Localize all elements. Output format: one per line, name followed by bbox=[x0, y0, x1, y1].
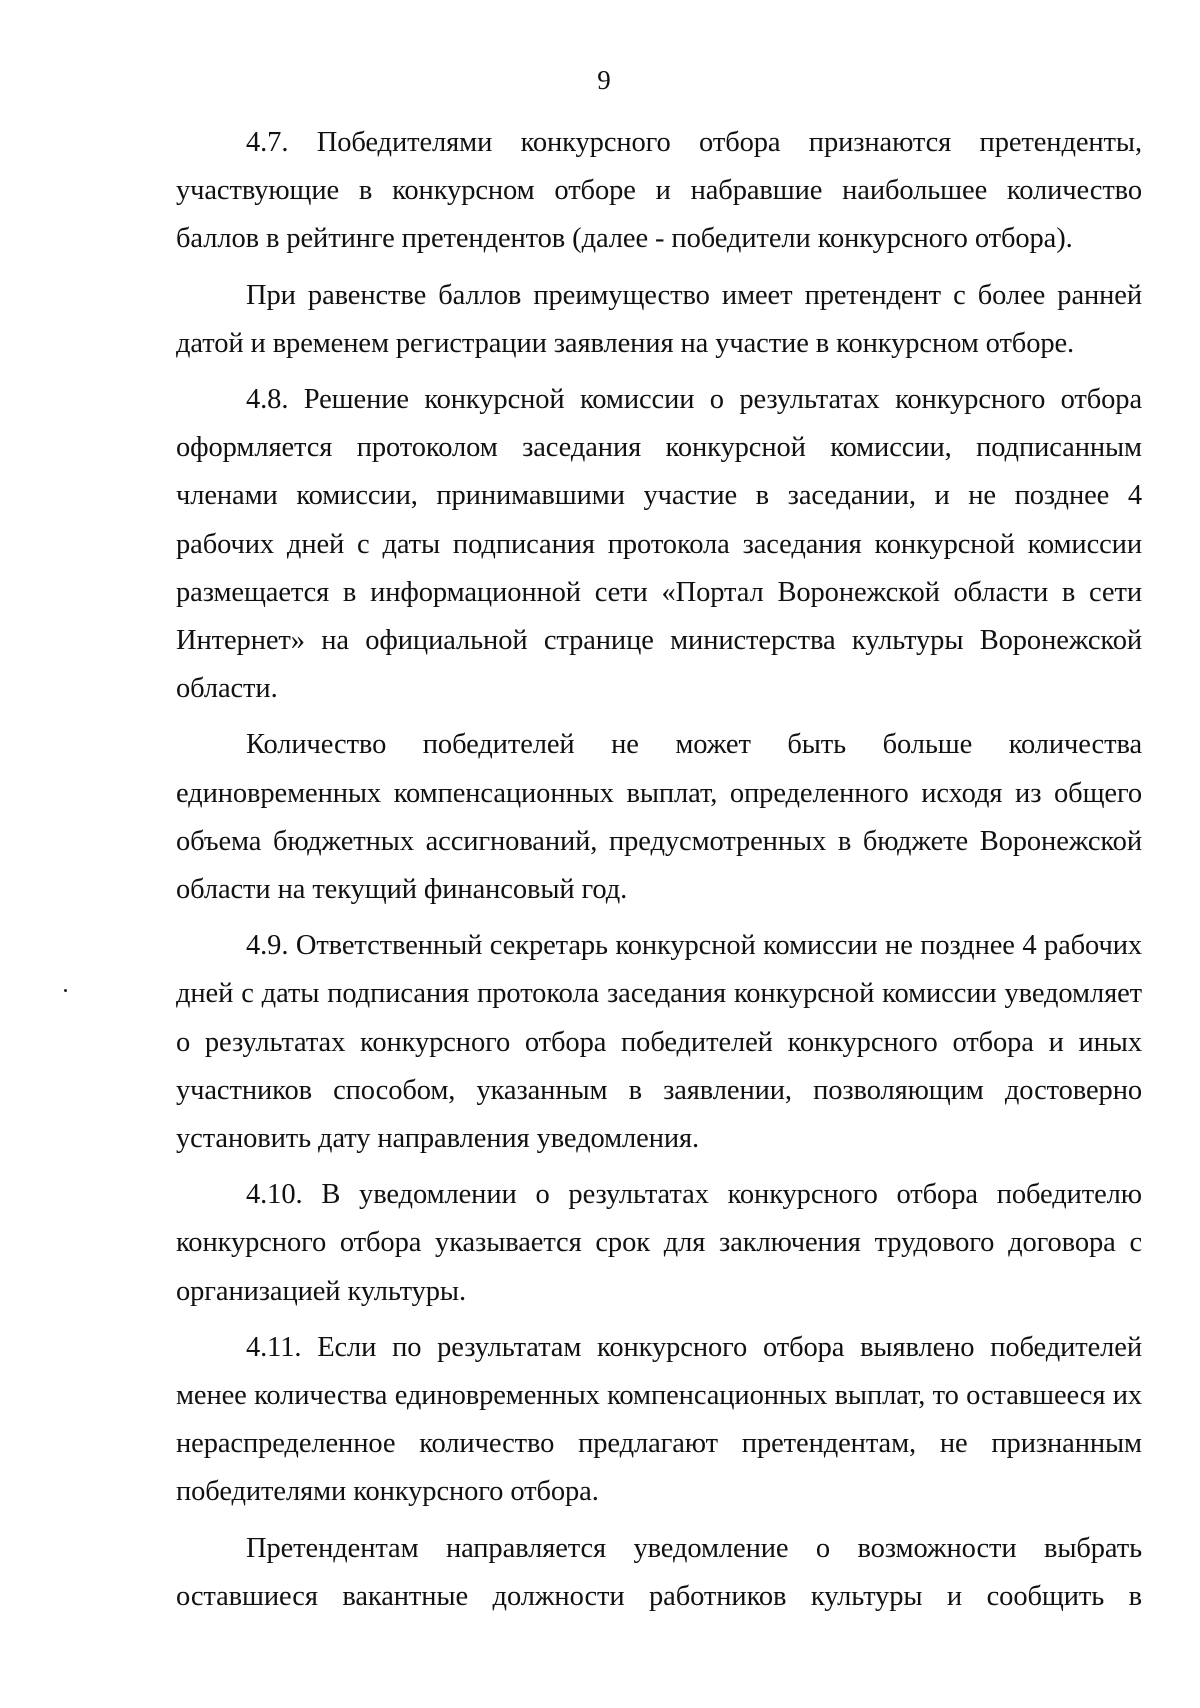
paragraph-4-11: 4.11. Если по результатам конкурсного отбора выявлено победителей менее количества единовременных компенсационных выплат, то оставшееся их нераспределенное количество предлагают претендентам, не признанным победителями конкурсного отбора. bbox=[176, 1331, 1142, 1508]
paragraph-applicants-notice: Претендентам направляется уведомление о возможности выбрать оставшиеся вакантные должности работников культуры и сообщить в bbox=[176, 1532, 1142, 1612]
paragraph-winners-count: Количество победителей не может быть больше количества единовременных компенсационных выплат, определенного исходя из общего объема бюджетных ассигнований, предусмотренных в бюджете Воронежской области на текущий финансовый год. bbox=[176, 729, 1142, 906]
scan-speck bbox=[64, 989, 67, 992]
paragraph-4-7: 4.7. Победителями конкурсного отбора признаются претенденты, участвующие в конкурсном отборе и набравшие наибольшее количество баллов в рейтинге претендентов (далее - победители конкурсного отбора). bbox=[176, 127, 1142, 255]
document-body bbox=[176, 119, 1142, 1621]
paragraph-4-9: 4.9. Ответственный секретарь конкурсной комиссии не позднее 4 рабочих дней с даты подписания протокола заседания конкурсной комиссии уведомляет о результатах конкурсного отбора победителей конкурсного отбора и иных участников способом, указанным в заявлении, позволяющим достоверно установить дату направления уведомления. bbox=[176, 930, 1142, 1155]
paragraph-4-10: 4.10. В уведомлении о результатах конкурсного отбора победителю конкурсного отбора указывается срок для заключения трудового договора с организацией культуры. bbox=[176, 1179, 1142, 1307]
page-number: 9 bbox=[597, 65, 611, 95]
paragraph-equal-scores: При равенстве баллов преимущество имеет претендент с более ранней датой и временем регистрации заявления на участие в конкурсном отборе. bbox=[176, 279, 1142, 359]
paragraph-4-8: 4.8. Решение конкурсной комиссии о результатах конкурсного отбора оформляется протоколом заседания конкурсной комиссии, подписанным членами комиссии, принимавшими участие в заседании, и не позднее 4 рабочих дней с даты подписания протокола заседания конкурсной комиссии размещается в информационной сети «Портал Воронежской области в сети Интернет» на официальной странице министерства культуры Воронежской области. bbox=[176, 384, 1142, 705]
